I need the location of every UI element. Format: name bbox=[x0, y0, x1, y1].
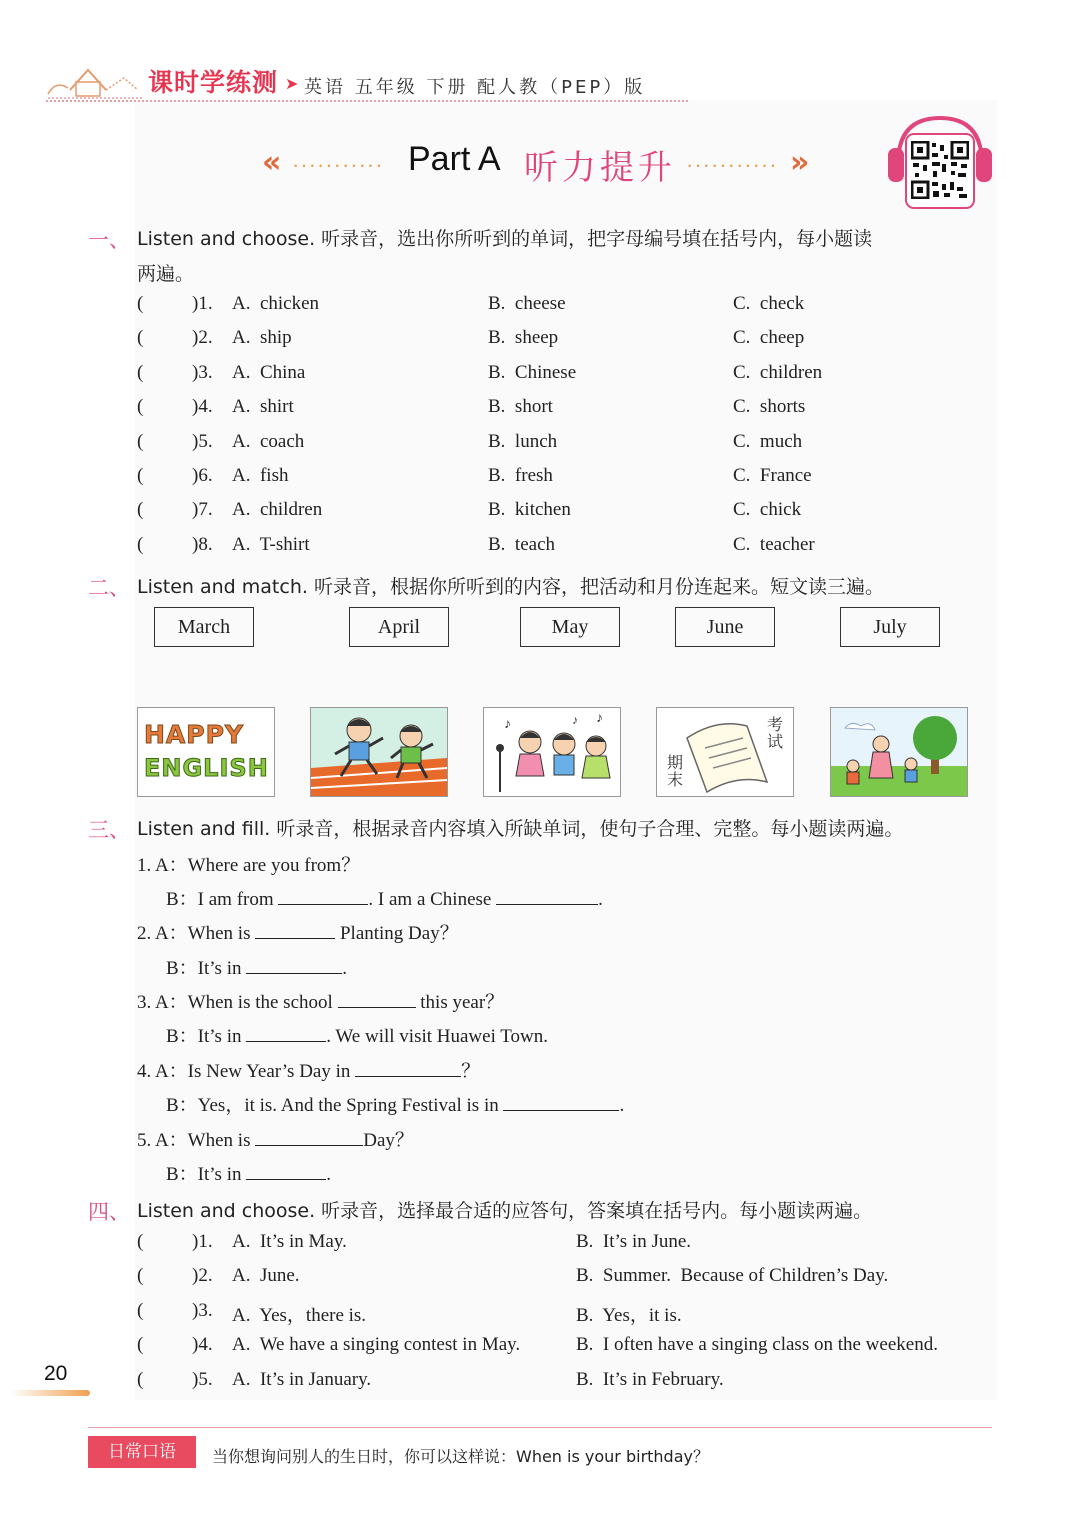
month-box-april[interactable]: April bbox=[349, 607, 449, 647]
q3-5-text-2: Day？ bbox=[363, 1130, 414, 1151]
q3-2-line-b bbox=[166, 953, 347, 980]
q3-3-blank-1[interactable] bbox=[338, 989, 416, 1008]
option-c: C. shorts bbox=[733, 396, 806, 418]
section1-instruction-cont: 两遍。 bbox=[137, 263, 195, 285]
dots-right: ··········· bbox=[686, 152, 778, 177]
option-a: A. It’s in May. bbox=[232, 1231, 347, 1252]
item-number: )8. bbox=[192, 533, 213, 555]
q3-1-blank-2[interactable] bbox=[496, 886, 598, 905]
section4-item bbox=[0, 1231, 1080, 1261]
item-number: )4. bbox=[192, 396, 213, 418]
q3-4-blank-1[interactable] bbox=[355, 1058, 461, 1077]
option-a: A. It’s in January. bbox=[232, 1368, 372, 1390]
item-number: )5. bbox=[192, 430, 213, 452]
section4-item bbox=[0, 1334, 1080, 1364]
q3-1-line-b bbox=[166, 884, 603, 911]
option-c: C. chick bbox=[733, 499, 802, 521]
final-term-label: 期末 bbox=[667, 753, 684, 789]
option-b: B. fresh bbox=[488, 465, 553, 486]
item-number: )4. bbox=[192, 1334, 213, 1356]
option-b: B. lunch bbox=[488, 430, 558, 452]
answer-bracket[interactable]: ( bbox=[137, 396, 144, 418]
q3-4-text-3: B：Yes，it is. And the Spring Festival is in bbox=[166, 1095, 499, 1116]
section4-item bbox=[0, 1265, 1080, 1295]
option-c: C. teacher bbox=[733, 533, 815, 555]
section4-item bbox=[0, 1300, 1080, 1330]
option-b: B. Chinese bbox=[488, 361, 577, 383]
q3-2-text-2: Planting Day？ bbox=[339, 923, 459, 944]
section2-instruction: Listen and match. 听录音，根据你所听到的内容，把活动和月份连起来。短文读三遍。 bbox=[137, 576, 884, 598]
exam-label: 考试 bbox=[767, 715, 784, 751]
page-number: 20 bbox=[44, 1362, 68, 1385]
q3-1-text-1: B：I am from bbox=[166, 889, 274, 910]
option-a: A. children bbox=[232, 499, 323, 521]
q3-5-line-a bbox=[137, 1125, 414, 1152]
section1-item bbox=[0, 499, 1080, 529]
q3-3-text-1: 3. A：When is the school bbox=[137, 992, 333, 1013]
picture-running-race[interactable] bbox=[310, 707, 448, 797]
part-title-zh: 听力提升 bbox=[524, 148, 676, 188]
option-a: A. ship bbox=[232, 327, 292, 349]
footer-rule bbox=[88, 1427, 992, 1428]
brand-title: 课时学练测 bbox=[148, 68, 279, 97]
section1-item bbox=[0, 293, 1080, 323]
option-a: A. shirt bbox=[232, 396, 294, 418]
month-box-march[interactable]: March bbox=[154, 607, 254, 647]
section1-item bbox=[0, 431, 1080, 461]
q3-1-line-a: 1. A：Where are you from？ bbox=[137, 855, 361, 876]
q3-5-blank-2[interactable] bbox=[246, 1161, 326, 1180]
option-b: B. cheese bbox=[488, 293, 566, 314]
option-c: C. much bbox=[733, 430, 803, 452]
option-a: A. coach bbox=[232, 430, 305, 452]
q3-3-text-4: . We will visit Huawei Town. bbox=[326, 1026, 549, 1047]
section1-instruction: Listen and choose. 听录音，选出你所听到的单词，把字母编号填在括号内，每小题读 bbox=[137, 228, 873, 250]
chevron-right-icon: » bbox=[790, 145, 810, 180]
q3-4-line-a bbox=[137, 1056, 480, 1083]
option-a: A. Yes，there is. bbox=[232, 1304, 367, 1326]
answer-bracket[interactable]: ( bbox=[137, 430, 144, 452]
option-b: B. Yes，it is. bbox=[576, 1304, 682, 1326]
picture-final-exam[interactable] bbox=[656, 707, 794, 797]
option-c: C. France bbox=[733, 465, 812, 486]
q3-4-text-4: . bbox=[619, 1095, 625, 1116]
chevron-left-icon: « bbox=[262, 145, 282, 180]
item-number: )2. bbox=[192, 327, 213, 349]
section3-instruction: Listen and fill. 听录音，根据录音内容填入所缺单词，使句子合理、完整。每小题读两遍。 bbox=[137, 818, 904, 840]
item-number: )1. bbox=[192, 1231, 213, 1252]
answer-bracket[interactable]: ( bbox=[137, 1231, 144, 1252]
english-text: ENGLISH bbox=[144, 754, 269, 782]
q3-3-blank-2[interactable] bbox=[246, 1023, 326, 1042]
item-number: )2. bbox=[192, 1265, 213, 1287]
answer-bracket[interactable]: ( bbox=[137, 1299, 144, 1321]
q3-3-text-3: B：It’s in bbox=[166, 1026, 242, 1047]
q3-2-line-a bbox=[137, 918, 459, 945]
option-a: A. We have a singing contest in May. bbox=[232, 1334, 521, 1356]
answer-bracket[interactable]: ( bbox=[137, 361, 144, 383]
q3-3-line-a bbox=[137, 987, 504, 1014]
picture-singing-children[interactable] bbox=[483, 707, 621, 797]
q3-1-blank-1[interactable] bbox=[278, 886, 368, 905]
section4-item bbox=[0, 1369, 1080, 1399]
dots-left: ··········· bbox=[292, 152, 384, 177]
section4-number: 四、 bbox=[88, 1200, 130, 1224]
q3-2-text-1: 2. A：When is bbox=[137, 923, 251, 944]
month-box-july[interactable]: July bbox=[840, 607, 940, 647]
q3-5-text-4: . bbox=[326, 1164, 331, 1185]
item-number: )6. bbox=[192, 465, 213, 486]
option-a: A. T-shirt bbox=[232, 533, 310, 555]
answer-bracket[interactable]: ( bbox=[137, 1334, 144, 1356]
house-icon bbox=[46, 60, 146, 102]
option-c: C. children bbox=[733, 361, 823, 383]
answer-bracket[interactable]: ( bbox=[137, 1368, 144, 1390]
svg-text:♪: ♪ bbox=[596, 711, 603, 726]
option-c: C. check bbox=[733, 293, 805, 314]
q3-2-text-3: B：It’s in bbox=[166, 958, 242, 979]
section1-number: 一、 bbox=[88, 228, 130, 252]
option-a: A. chicken bbox=[232, 293, 320, 314]
q3-5-blank-1[interactable] bbox=[255, 1127, 363, 1146]
q3-4-blank-2[interactable] bbox=[503, 1092, 619, 1111]
svg-text:♪: ♪ bbox=[572, 713, 578, 727]
option-a: A. fish bbox=[232, 465, 289, 486]
q3-5-line-b bbox=[166, 1159, 331, 1186]
option-a: A. June. bbox=[232, 1265, 300, 1287]
q3-1-text-2: . I am a Chinese bbox=[368, 889, 492, 910]
answer-bracket[interactable]: ( bbox=[137, 499, 144, 521]
item-number: )3. bbox=[192, 1299, 213, 1321]
option-c: C. cheep bbox=[733, 327, 805, 349]
picture-happy-english[interactable] bbox=[137, 707, 275, 797]
arrow-icon: ➤ bbox=[285, 74, 299, 93]
item-number: )3. bbox=[192, 361, 213, 383]
section1-item bbox=[0, 534, 1080, 564]
option-b: B. Summer. Because of Children’s Day. bbox=[576, 1265, 889, 1287]
option-b: B. short bbox=[488, 396, 553, 418]
section2-number: 二、 bbox=[88, 576, 130, 600]
footer-tip: 当你想询问别人的生日时，你可以这样说：When is your birthday？ bbox=[212, 1447, 709, 1466]
option-b: B. kitchen bbox=[488, 499, 571, 521]
answer-bracket[interactable]: ( bbox=[137, 533, 144, 555]
answer-bracket[interactable]: ( bbox=[137, 293, 144, 314]
footer-label: 日常口语 bbox=[88, 1436, 196, 1468]
option-a: A. China bbox=[232, 361, 306, 383]
item-number: )7. bbox=[192, 499, 213, 521]
section3-number: 三、 bbox=[88, 818, 130, 842]
section1-item bbox=[0, 396, 1080, 426]
month-box-june[interactable]: June bbox=[675, 607, 775, 647]
answer-bracket[interactable]: ( bbox=[137, 465, 144, 486]
option-b: B. teach bbox=[488, 533, 556, 555]
option-b: B. It’s in February. bbox=[576, 1368, 724, 1390]
item-number: )5. bbox=[192, 1368, 213, 1390]
qr-code-icon[interactable] bbox=[911, 141, 969, 199]
q3-3-line-b bbox=[166, 1021, 548, 1048]
q3-4-line-b bbox=[166, 1090, 624, 1117]
q3-2-blank-1[interactable] bbox=[255, 920, 335, 939]
q3-2-text-4: . bbox=[342, 958, 347, 979]
option-b: B. I often have a singing class on the weekend. bbox=[576, 1334, 938, 1356]
option-b: B. It’s in June. bbox=[576, 1231, 692, 1252]
section1-item bbox=[0, 465, 1080, 495]
book-subtitle: 英语 五年级 下册 配人教（PEP）版 bbox=[304, 77, 646, 98]
part-title-en: Part A bbox=[408, 140, 501, 178]
q3-4-text-1: 4. A：Is New Year’s Day in bbox=[137, 1061, 351, 1082]
section1-item bbox=[0, 362, 1080, 392]
q3-2-blank-2[interactable] bbox=[246, 955, 342, 974]
item-number: )1. bbox=[192, 293, 213, 314]
section1-item bbox=[0, 327, 1080, 357]
q3-3-text-2: this year？ bbox=[420, 992, 505, 1013]
picture-tree-planting[interactable] bbox=[830, 707, 968, 797]
answer-bracket[interactable]: ( bbox=[137, 1265, 144, 1287]
q3-5-text-1: 5. A：When is bbox=[137, 1130, 251, 1151]
answer-bracket[interactable]: ( bbox=[137, 327, 144, 349]
q3-1-text-3: . bbox=[598, 889, 603, 910]
month-box-may[interactable]: May bbox=[520, 607, 620, 647]
option-b: B. sheep bbox=[488, 327, 559, 349]
svg-text:♪: ♪ bbox=[504, 717, 511, 732]
q3-4-text-2: ？ bbox=[461, 1061, 481, 1082]
happy-text: HAPPY bbox=[144, 720, 245, 749]
section4-instruction: Listen and choose. 听录音，选择最合适的应答句，答案填在括号内。每小题读两遍。 bbox=[137, 1200, 873, 1222]
header-rule bbox=[46, 100, 688, 102]
page-number-bar bbox=[10, 1390, 90, 1396]
q3-5-text-3: B：It’s in bbox=[166, 1164, 242, 1185]
